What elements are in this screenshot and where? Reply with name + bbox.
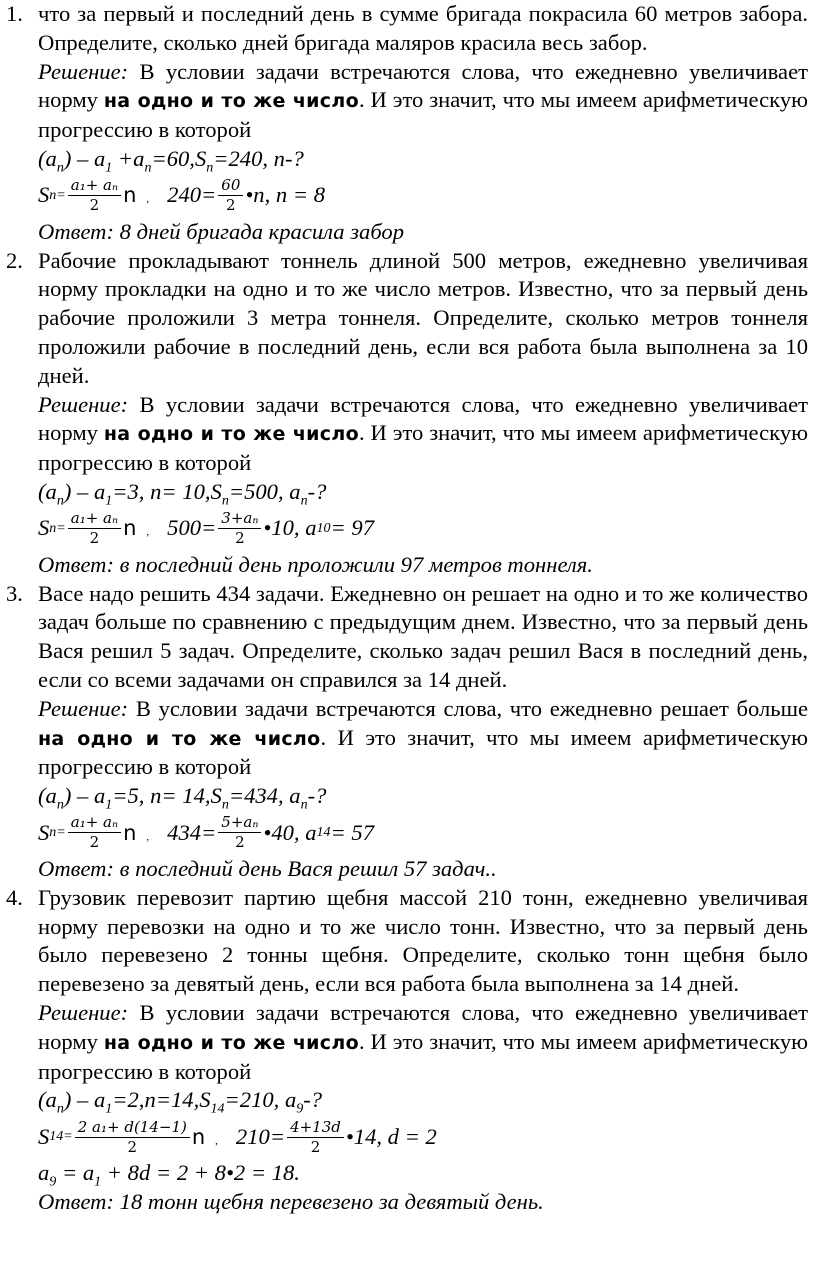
problem-number: 1. bbox=[6, 1, 23, 26]
solution-text: В условии задачи встречаются слова, что ежедневно увеличивает норму bbox=[38, 999, 808, 1054]
problem-statement: Грузовик перевозит партию щебня массой 210 тонн, ежедневно увеличивая норму перевозки на одно и то же число тонн. Известно, что за первый день было перевезено 2 тонны щебня. Определите, сколько тонн щебня было перевезено за девятый день, если вся работа была выполнена за 14 дней. bbox=[38, 884, 808, 997]
solution-label: Решение: bbox=[38, 999, 129, 1025]
problem-number: 4. bbox=[6, 884, 23, 910]
fraction: $\frac{\text{a₁+ aₙ}}{2}$ bbox=[68, 510, 121, 547]
answer-line: Ответ: в последний день Вася решил 57 задач.. bbox=[38, 855, 497, 881]
solution-text: В условии задачи встречаются слова, что ежедневно увеличивает норму bbox=[38, 391, 808, 446]
solution-text-end: . И это значит, что мы имеем арифметическую прогрессию в которой bbox=[38, 420, 808, 476]
solution-paragraph bbox=[38, 695, 808, 782]
problem-4 bbox=[0, 884, 808, 1217]
fraction: $\frac{\text{5+aₙ}}{2}$ bbox=[218, 814, 261, 851]
solution-text: В условии задачи встречаются слова, что ежедневно увеличивает норму bbox=[38, 58, 808, 113]
sum-formula: S n= $\frac{\text{a₁+ aₙ}}{2}$ n , 240= $\frac{60}{2}$ •n, n = 8 bbox=[38, 176, 326, 215]
condition-line: $(a_n) - a_1=5$, $n= 14,S_n=434$, $a_n-$? bbox=[38, 783, 327, 813]
problem-statement: Рабочие прокладывают тоннель длиной 500 метров, ежедневно увеличивая норму прокладки на одно и то же число метров. Известно, что за первый день рабочие проложили 3 метра тоннеля. Определите, сколько метров тоннеля проложили рабочие в последний день, если вся работа была выполнена за 10 дней. bbox=[38, 247, 808, 388]
problem-number: 3. bbox=[6, 580, 23, 606]
keyword-phrase: на одно и то же число bbox=[103, 1031, 359, 1054]
sum-formula: S 14= $\frac{\text{2 a₁+ d(14−1)}}{2}$ n , 210= $\frac{4+13d}{2}$ •14, d = 2 bbox=[38, 1117, 437, 1156]
answer-line: Ответ: в последний день проложили 97 метров тоннеля. bbox=[38, 551, 593, 577]
fraction: $\frac{\text{2 a₁+ d(14−1)}}{2}$ bbox=[75, 1119, 190, 1156]
keyword-phrase: на одно и то же число bbox=[103, 423, 359, 446]
problem-statement: Васе надо решить 434 задачи. Ежедневно он решает на одно и то же количество задач больше по сравнению с предыдущим днем. Известно, что за первый день Вася решил 5 задач. Определите, сколько задач решил Вася в последний день, если со всеми задачами он справился за 14 дней. bbox=[38, 580, 808, 692]
fraction: $\frac{\text{a₁+ aₙ}}{2}$ bbox=[68, 814, 121, 851]
problem-1 bbox=[0, 0, 808, 247]
solution-text-end: . И это значит, что мы имеем арифметическую прогрессию в которой bbox=[38, 1028, 808, 1084]
problem-2 bbox=[0, 247, 808, 580]
condition-line: $(a_n) - a_1=2,n=14,S_{14}=210$, $a_9-$? bbox=[38, 1087, 323, 1117]
fraction: $\frac{\text{3+aₙ}}{2}$ bbox=[218, 510, 261, 547]
solution-label: Решение: bbox=[38, 58, 129, 84]
sum-formula: S n= $\frac{\text{a₁+ aₙ}}{2}$ n , 434= $\frac{\text{5+aₙ}}{2}$ •40, a 14 = 57 bbox=[38, 813, 375, 852]
solution-label: Решение: bbox=[38, 695, 129, 721]
condition-line: $(a_n) - a_1 +a_n=60,S_n=240$, n-? bbox=[38, 145, 304, 176]
solution-label: Решение: bbox=[38, 391, 129, 417]
sum-formula: S n= $\frac{\text{a₁+ aₙ}}{2}$ n , 500= $\frac{\text{3+aₙ}}{2}$ •10, a 10 = 97 bbox=[38, 509, 375, 548]
answer-line: Ответ: 8 дней бригада красила забор bbox=[38, 218, 404, 244]
condition-line: $(a_n) - a_1=3$, $n= 10,S_n=500$, $a_n-$? bbox=[38, 478, 327, 509]
computation-line: $a_9 = a_1 + 8d = 2$ + 8•2 = 18. bbox=[38, 1160, 300, 1190]
problem-3 bbox=[0, 580, 808, 884]
answer-line: Ответ: 18 тонн щебня перевезено за девятый день. bbox=[38, 1188, 544, 1214]
fraction: $\frac{60}{2}$ bbox=[218, 177, 243, 214]
solution-text: В условии задачи встречаются слова, что ежедневно решает больше bbox=[135, 695, 809, 721]
solution-paragraph bbox=[38, 58, 808, 145]
problem-number: 2. bbox=[6, 247, 23, 273]
problem-statement: что за первый и последний день в сумме бригада покрасила 60 метров забора. Определите, сколько дней бригада маляров красила весь забор. bbox=[38, 1, 808, 55]
solution-text-end: . И это значит, что мы имеем арифметическую прогрессию в которой bbox=[38, 87, 808, 143]
solution-paragraph bbox=[38, 391, 808, 478]
keyword-phrase: на одно и то же число bbox=[103, 90, 359, 113]
fraction: $\frac{4+13d}{2}$ bbox=[287, 1119, 344, 1156]
fraction: $\frac{\text{a₁+ aₙ}}{2}$ bbox=[68, 177, 121, 214]
keyword-phrase: на одно и то же число bbox=[38, 727, 321, 750]
solution-text-end: . И это значит, что мы имеем арифметическую прогрессию в которой bbox=[38, 724, 809, 780]
solution-paragraph bbox=[38, 999, 808, 1086]
